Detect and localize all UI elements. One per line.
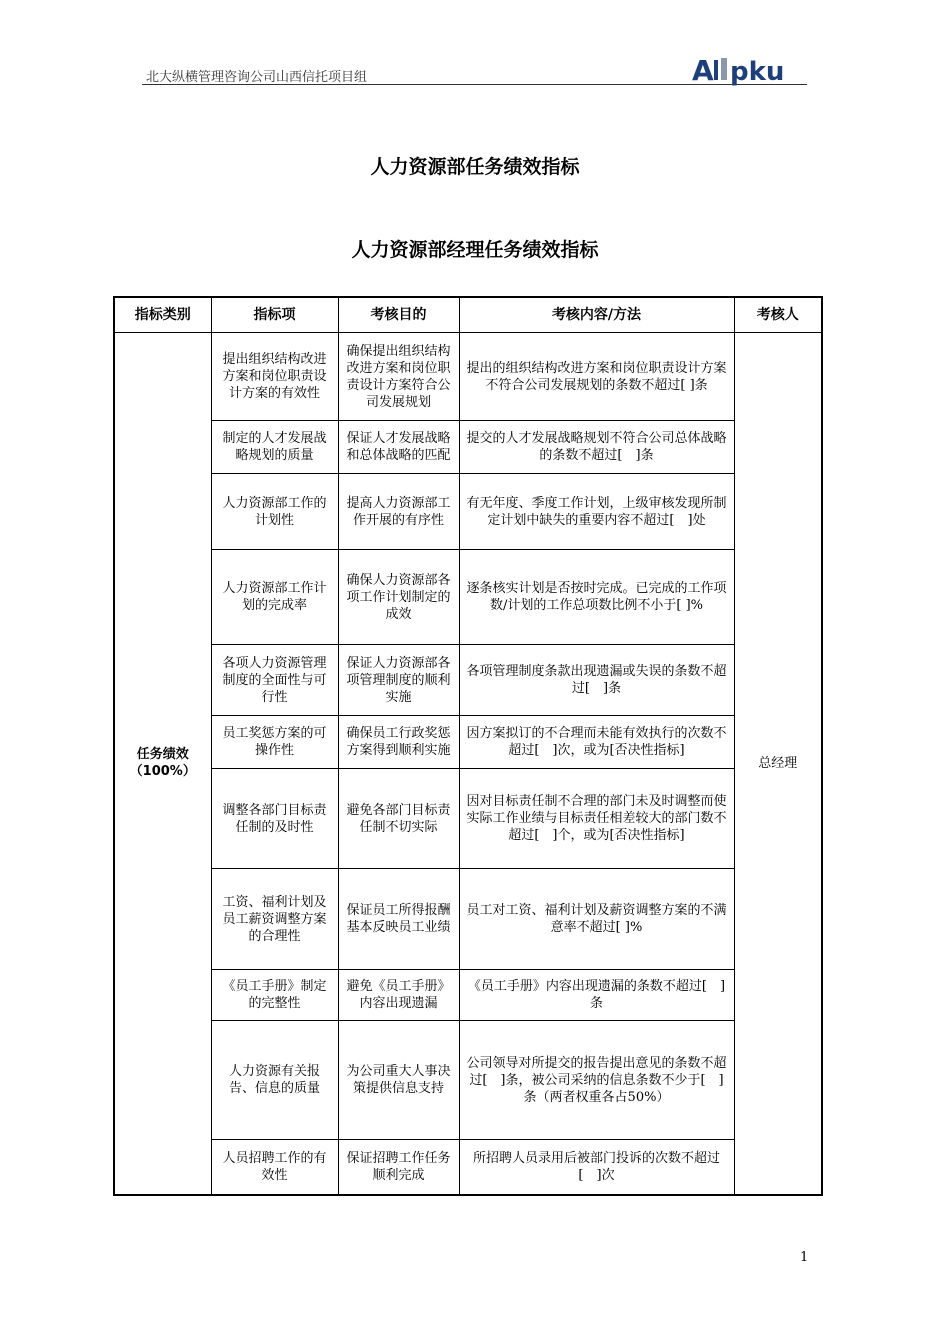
- column-header-category: 指标类别: [114, 297, 211, 333]
- reviewer-cell: 总经理: [734, 333, 822, 1195]
- column-header-method: 考核内容/方法: [459, 297, 734, 333]
- item-cell: 制定的人才发展战略规划的质量: [211, 421, 338, 474]
- column-header-reviewer: 考核人: [734, 297, 822, 333]
- method-cell: 提交的人才发展战略规划不符合公司总体战略的条数不超过[ ]条: [459, 421, 734, 474]
- kpi-table: [113, 296, 823, 1196]
- table-row: [114, 421, 822, 474]
- purpose-cell: 确保人力资源部各项工作计划制定的成效: [338, 550, 459, 645]
- table-header-row: [114, 297, 822, 333]
- item-cell: 员工奖惩方案的可操作性: [211, 716, 338, 769]
- item-cell: 各项人力资源管理制度的全面性与可行性: [211, 645, 338, 716]
- svg-text:A: A: [692, 54, 714, 87]
- method-cell: 公司领导对所提交的报告提出意见的条数不超过[ ]条，被公司采纳的信息条数不少于[ ]条（两者权重各占50%）: [459, 1021, 734, 1140]
- method-cell: 有无年度、季度工作计划，上级审核发现所制定计划中缺失的重要内容不超过[ ]处: [459, 474, 734, 550]
- purpose-cell: 避免各部门目标责任制不切实际: [338, 769, 459, 869]
- purpose-cell: 确保员工行政奖惩方案得到顺利实施: [338, 716, 459, 769]
- method-cell: 因方案拟订的不合理而未能有效执行的次数不超过[ ]次，或为[否决性指标]: [459, 716, 734, 769]
- method-cell: 逐条核实计划是否按时完成。已完成的工作项数/计划的工作总项数比例不小于[ ]%: [459, 550, 734, 645]
- table-row: [114, 550, 822, 645]
- item-cell: 人力资源有关报告、信息的质量: [211, 1021, 338, 1140]
- item-cell: 人力资源部工作的计划性: [211, 474, 338, 550]
- purpose-cell: 为公司重大人事决策提供信息支持: [338, 1021, 459, 1140]
- purpose-cell: 保证人力资源部各项管理制度的顺利实施: [338, 645, 459, 716]
- purpose-cell: 提高人力资源部工作开展的有序性: [338, 474, 459, 550]
- item-cell: 工资、福利计划及员工薪资调整方案的合理性: [211, 869, 338, 970]
- category-cell: [114, 333, 211, 1195]
- item-cell: 《员工手册》制定的完整性: [211, 970, 338, 1021]
- table-row: [114, 645, 822, 716]
- method-cell: 因对目标责任制不合理的部门未及时调整而使实际工作业绩与目标责任相差较大的部门数不超过[ ]个，或为[否决性指标]: [459, 769, 734, 869]
- column-header-item: 指标项: [211, 297, 338, 333]
- purpose-cell: 避免《员工手册》内容出现遗漏: [338, 970, 459, 1021]
- method-cell: 各项管理制度条款出现遗漏或失误的条数不超过[ ]条: [459, 645, 734, 716]
- item-cell: 人力资源部工作计划的完成率: [211, 550, 338, 645]
- table-row: [114, 333, 822, 421]
- table-row: [114, 769, 822, 869]
- table-row: [114, 716, 822, 769]
- item-cell: 调整各部门目标责任制的及时性: [211, 769, 338, 869]
- item-cell: 提出组织结构改进方案和岗位职责设计方案的有效性: [211, 333, 338, 421]
- page-title: 人力资源部任务绩效指标: [370, 156, 580, 178]
- purpose-cell: 确保提出组织结构改进方案和岗位职责设计方案符合公司发展规划: [338, 333, 459, 421]
- method-cell: 员工对工资、福利计划及薪资调整方案的不满意率不超过[ ]%: [459, 869, 734, 970]
- table-row: [114, 474, 822, 550]
- header-org-name: 北大纵横管理咨询公司山西信托项目组: [146, 70, 368, 85]
- column-header-purpose: 考核目的: [338, 297, 459, 333]
- category-label: 任务绩效: [136, 747, 189, 763]
- table-row: [114, 869, 822, 970]
- purpose-cell: 保证招聘工作任务顺利完成: [338, 1140, 459, 1195]
- item-cell: 人员招聘工作的有效性: [211, 1140, 338, 1195]
- method-cell: 提出的组织结构改进方案和岗位职责设计方案不符合公司发展规划的条数不超过[ ]条: [459, 333, 734, 421]
- table-row: [114, 1140, 822, 1195]
- method-cell: 《员工手册》内容出现遗漏的条数不超过[ ]条: [459, 970, 734, 1021]
- svg-text:pku: pku: [730, 57, 785, 87]
- category-weight: （100%）: [129, 764, 196, 780]
- purpose-cell: 保证人才发展战略和总体战略的匹配: [338, 421, 459, 474]
- purpose-cell: 保证员工所得报酬基本反映员工业绩: [338, 869, 459, 970]
- page-number: 1: [800, 1250, 809, 1265]
- table-row: [114, 970, 822, 1021]
- table-row: [114, 1021, 822, 1140]
- company-logo: [690, 52, 808, 88]
- method-cell: 所招聘人员录用后被部门投诉的次数不超过[ ]次: [459, 1140, 734, 1195]
- section-title: 人力资源部经理任务绩效指标: [351, 239, 599, 261]
